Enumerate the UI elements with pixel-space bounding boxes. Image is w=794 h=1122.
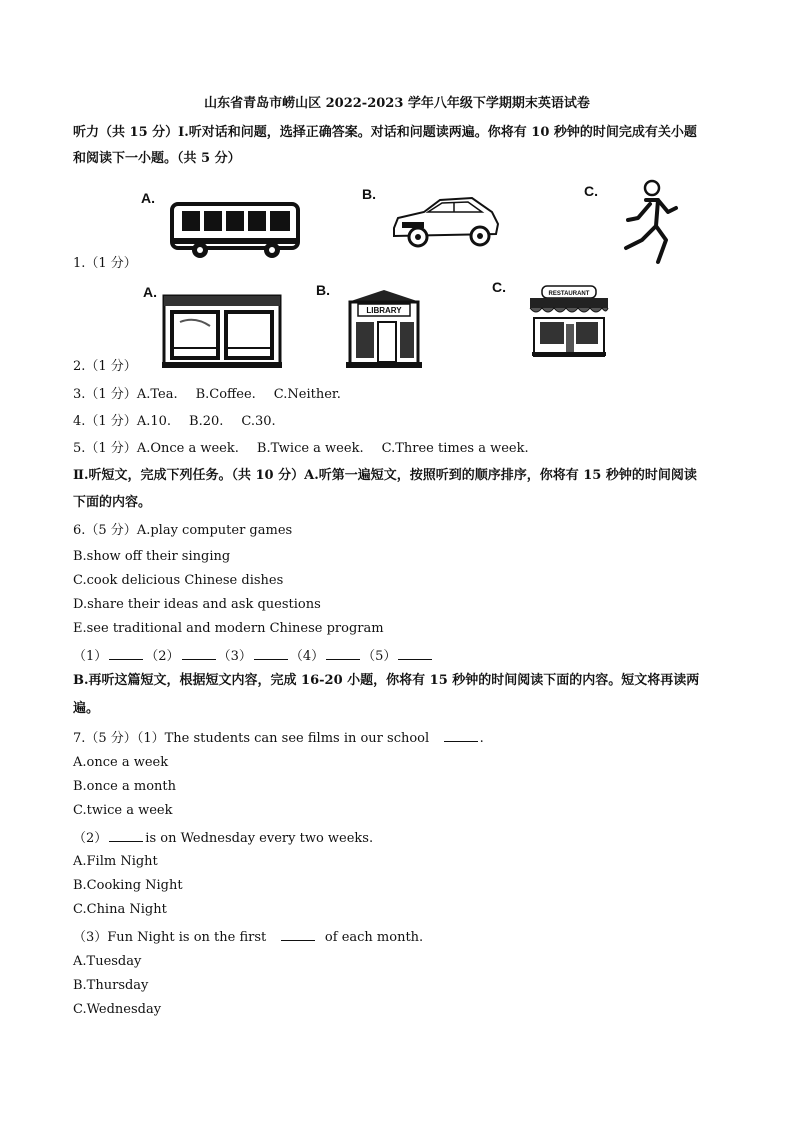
- q2-label-b: B.: [316, 282, 330, 298]
- q7-number: 7.（5 分）: [73, 731, 137, 746]
- q6-blank-5[interactable]: [398, 646, 432, 660]
- q7-sub3-row: [73, 927, 423, 947]
- q7-sub1-prompt: （1）The students can see films in our school: [136, 731, 430, 746]
- q3-row: [73, 386, 341, 404]
- q6-blanks-row: [73, 646, 434, 666]
- q4-option-b: B.20.: [189, 414, 224, 429]
- q6-blank-4[interactable]: [326, 646, 360, 660]
- library-icon: [344, 288, 424, 374]
- q6-blank-label-5: （5）: [362, 649, 397, 664]
- section1-instruction-line1: 听力（共 15 分）I.听对话和问题，选择正确答案。对话和问题读两遍。你将有 10 秒钟的时间完成有关小题: [73, 125, 697, 140]
- restaurant-icon: [528, 284, 610, 362]
- q1-label-a: A.: [141, 190, 155, 206]
- q7-sub1-suffix: .: [479, 731, 484, 746]
- q3-number: 3.（1 分）: [73, 387, 137, 402]
- restaurant-sign-text: RESTAURANT: [548, 291, 590, 297]
- q4-row: [73, 413, 276, 431]
- q2-label-c: C.: [492, 279, 506, 295]
- q5-option-b: B.Twice a week.: [256, 441, 364, 456]
- q1-label-b: B.: [362, 186, 376, 202]
- q7-sub2-blank[interactable]: [109, 828, 143, 842]
- q3-option-b: B.Coffee.: [195, 387, 256, 402]
- q7-sub3-prefix: （3）Fun Night is on the first: [73, 930, 267, 945]
- q6-option-a: A.play computer games: [136, 523, 293, 538]
- q7-sub2-prefix: （2）: [73, 831, 108, 846]
- q3-option-a: A.Tea.: [136, 387, 178, 402]
- q7-sub2-suffix: is on Wednesday every two weeks.: [145, 831, 374, 846]
- q5-option-c: C.Three times a week.: [381, 441, 529, 456]
- q6-row: [73, 522, 292, 540]
- q6-blank-3[interactable]: [254, 646, 288, 660]
- q7-sub2-row: [73, 828, 373, 848]
- q6-option-d: D.share their ideas and ask questions: [73, 597, 321, 612]
- section2-instruction-line1: Ⅱ.听短文，完成下列任务。（共 10 分）A.听第一遍短文，按照听到的顺序排序，你将有 15 秒钟的时间阅读: [73, 468, 697, 483]
- q6-blank-label-3: （3）: [217, 649, 252, 664]
- q4-option-a: A.10.: [136, 414, 172, 429]
- bus-icon: [168, 198, 303, 268]
- q6-blank-label-1: （1）: [73, 649, 108, 664]
- q1-label-c: C.: [584, 183, 598, 199]
- q7-sub1-option-b: B.once a month: [73, 779, 176, 794]
- q4-option-c: C.30.: [241, 414, 276, 429]
- q7-sub3-option-b: B.Thursday: [73, 978, 149, 993]
- walking-person-icon: [618, 178, 682, 272]
- q5-row: [73, 440, 529, 458]
- q5-number: 5.（1 分）: [73, 441, 137, 456]
- sectionB-instruction-line1: B.再听这篇短文，根据短文内容，完成 16-20 小题，你将有 15 秒钟的时间阅读下面的内容。短文将再读两: [73, 673, 700, 688]
- q7-sub3-suffix: of each month.: [324, 930, 424, 945]
- shop-icon: [160, 288, 284, 374]
- q6-option-e: E.see traditional and modern Chinese program: [73, 621, 384, 636]
- q7-sub3-blank[interactable]: [281, 927, 315, 941]
- q2-number: 2.（1 分）: [73, 359, 137, 374]
- q7-sub2-option-b: B.Cooking Night: [73, 878, 183, 893]
- q4-number: 4.（1 分）: [73, 414, 137, 429]
- car-icon: [388, 192, 503, 256]
- q6-blank-label-4: （4）: [289, 649, 325, 664]
- q7-sub1-blank[interactable]: [444, 728, 478, 742]
- q7-sub2-option-c: C.China Night: [73, 902, 167, 917]
- q6-option-c: C.cook delicious Chinese dishes: [73, 573, 284, 588]
- q6-blank-label-2: （2）: [145, 649, 180, 664]
- q6-blank-2[interactable]: [182, 646, 216, 660]
- q7-sub3-option-c: C.Wednesday: [73, 1002, 162, 1017]
- q3-option-c: C.Neither.: [273, 387, 341, 402]
- q7-sub2-option-a: A.Film Night: [73, 854, 158, 869]
- q7-sub1-row: [73, 728, 484, 748]
- page-title: 山东省青岛市崂山区 2022-2023 学年八年级下学期期末英语试卷: [204, 96, 590, 111]
- section1-instruction-line2: 和阅读下一小题。（共 5 分）: [73, 151, 241, 166]
- q7-sub1-option-a: A.once a week: [73, 755, 169, 770]
- q7-sub3-option-a: A.Tuesday: [73, 954, 142, 969]
- q5-option-a: A.Once a week.: [136, 441, 239, 456]
- q2-label-a: A.: [143, 284, 157, 300]
- q1-number: 1.（1 分）: [73, 256, 137, 271]
- q6-option-b: B.show off their singing: [73, 549, 231, 564]
- sectionB-instruction-line2: 遍。: [73, 701, 100, 716]
- section2-instruction-line2: 下面的内容。: [73, 495, 152, 510]
- q7-sub1-option-c: C.twice a week: [73, 803, 173, 818]
- q6-blank-1[interactable]: [109, 646, 143, 660]
- library-sign-text: LIBRARY: [366, 306, 402, 315]
- q6-number: 6.（5 分）: [73, 523, 137, 538]
